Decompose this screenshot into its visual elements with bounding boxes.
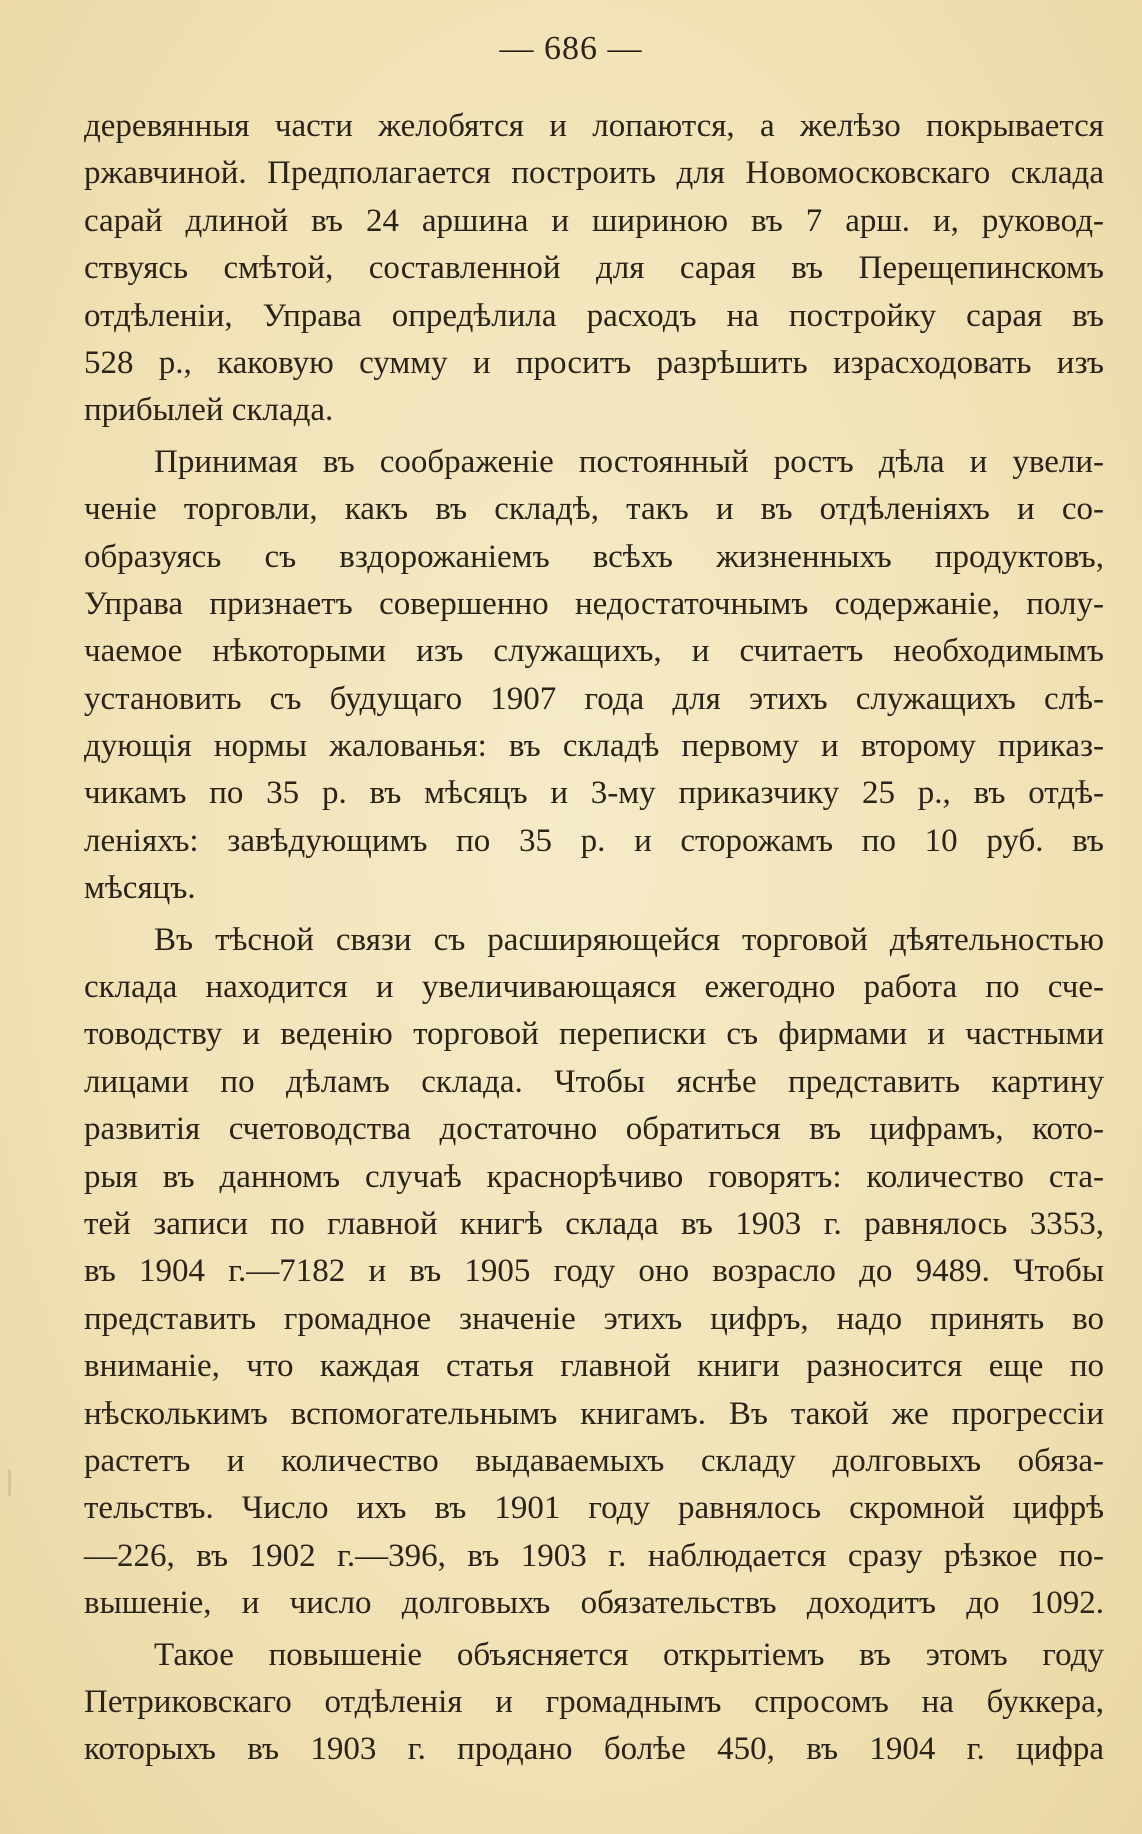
text-line: ржавчиной. Предполагается построить для Новомосковскаго склада — [84, 155, 1104, 192]
text-line: рыя въ данномъ случаѣ краснорѣчиво говорятъ: количество ста- — [84, 1158, 1104, 1195]
text-line: товодству и веденію торговой переписки съ фирмами и частными — [84, 1016, 1104, 1053]
text-line: склада находится и увеличивающаяся ежегодно работа по сче- — [84, 969, 1104, 1006]
text-line: растетъ и количество выдаваемыхъ складу долговыхъ обяза- — [84, 1442, 1104, 1479]
text-line: мѣсяцъ. — [84, 870, 196, 907]
text-line: установить съ будущаго 1907 года для этихъ служащихъ слѣ- — [84, 680, 1104, 717]
text-line: представить громадное значеніе этихъ цифръ, надо принять во — [84, 1300, 1104, 1337]
text-line: леніяхъ: завѣдующимъ по 35 р. и сторожамъ по 10 руб. въ — [84, 822, 1104, 859]
paragraph-2 — [84, 439, 1104, 913]
body-text — [84, 103, 1104, 1778]
text-line: въ 1904 г.—7182 и въ 1905 году оно возрасло до 9489. Чтобы — [84, 1253, 1104, 1290]
text-line: —226, въ 1902 г.—396, въ 1903 г. наблюдается сразу рѣзкое по- — [84, 1537, 1104, 1574]
text-line: деревянныя части желобятся и лопаются, а желѣзо покрывается — [84, 108, 1104, 144]
text-line: чаемое нѣкоторыми изъ служащихъ, и считаетъ необходимымъ — [84, 633, 1104, 670]
paragraph-1 — [84, 103, 1104, 435]
text-line: которыхъ въ 1903 г. продано болѣе 450, въ 1904 г. цифра — [84, 1731, 1104, 1768]
text-line: сарай длиной въ 24 аршина и шириною въ 7 арш. и, руковод- — [84, 202, 1104, 239]
text-line: прибылей склада. — [84, 392, 334, 429]
text-line: нѣсколькимъ вспомогательнымъ книгамъ. Въ такой же прогрессіи — [84, 1395, 1104, 1432]
text-line: отдѣленіи, Управа опредѣлила расходъ на постройку сарая въ — [84, 297, 1104, 334]
page-number: — 686 — — [499, 30, 643, 67]
text-line: лицами по дѣламъ склада. Чтобы яснѣе представить картину — [84, 1063, 1104, 1100]
margin-mark — [8, 1470, 11, 1496]
text-line: Въ тѣсной связи съ расширяющейся торговой дѣятельностью — [154, 921, 1104, 958]
text-line: Принимая въ соображеніе постоянный ростъ дѣла и увели- — [154, 443, 1104, 480]
text-line: Петриковскаго отдѣленія и громаднымъ спросомъ на буккера, — [84, 1683, 1104, 1720]
text-line: тей записи по главной книгѣ склада въ 1903 г. равнялось 3353, — [84, 1205, 1104, 1242]
text-line: вниманіе, что каждая статья главной книги разносится еще по — [84, 1348, 1104, 1385]
text-line: ченіе торговли, какъ въ складѣ, такъ и въ отдѣленіяхъ и со- — [84, 491, 1104, 528]
text-line: Управа признаетъ совершенно недостаточнымъ содержаніе, полу- — [84, 585, 1104, 622]
text-line: образуясь съ вздорожаніемъ всѣхъ жизненныхъ продуктовъ, — [84, 538, 1104, 575]
text-line: Такое повышеніе объясняется открытіемъ въ этомъ году — [154, 1636, 1104, 1673]
text-line: тельствъ. Число ихъ въ 1901 году равнялось скромной цифрѣ — [84, 1490, 1104, 1527]
text-line: чикамъ по 35 р. въ мѣсяцъ и 3-му приказчику 25 р., въ отдѣ- — [84, 775, 1104, 812]
text-line: ствуясь смѣтой, составленной для сарая въ Перещепинскомъ — [84, 250, 1104, 287]
paragraph-4 — [84, 1632, 1104, 1774]
paragraph-3 — [84, 917, 1104, 1628]
text-line: дующія нормы жалованья: въ складѣ первому и второму приказ- — [84, 728, 1104, 765]
text-line: развитія счетоводства достаточно обратиться въ цифрамъ, кото- — [84, 1111, 1104, 1148]
text-line: 528 р., каковую сумму и проситъ разрѣшить израсходовать изъ — [84, 344, 1104, 381]
text-line: вышеніе, и число долговыхъ обязательствъ доходитъ до 1092. — [84, 1585, 1104, 1622]
